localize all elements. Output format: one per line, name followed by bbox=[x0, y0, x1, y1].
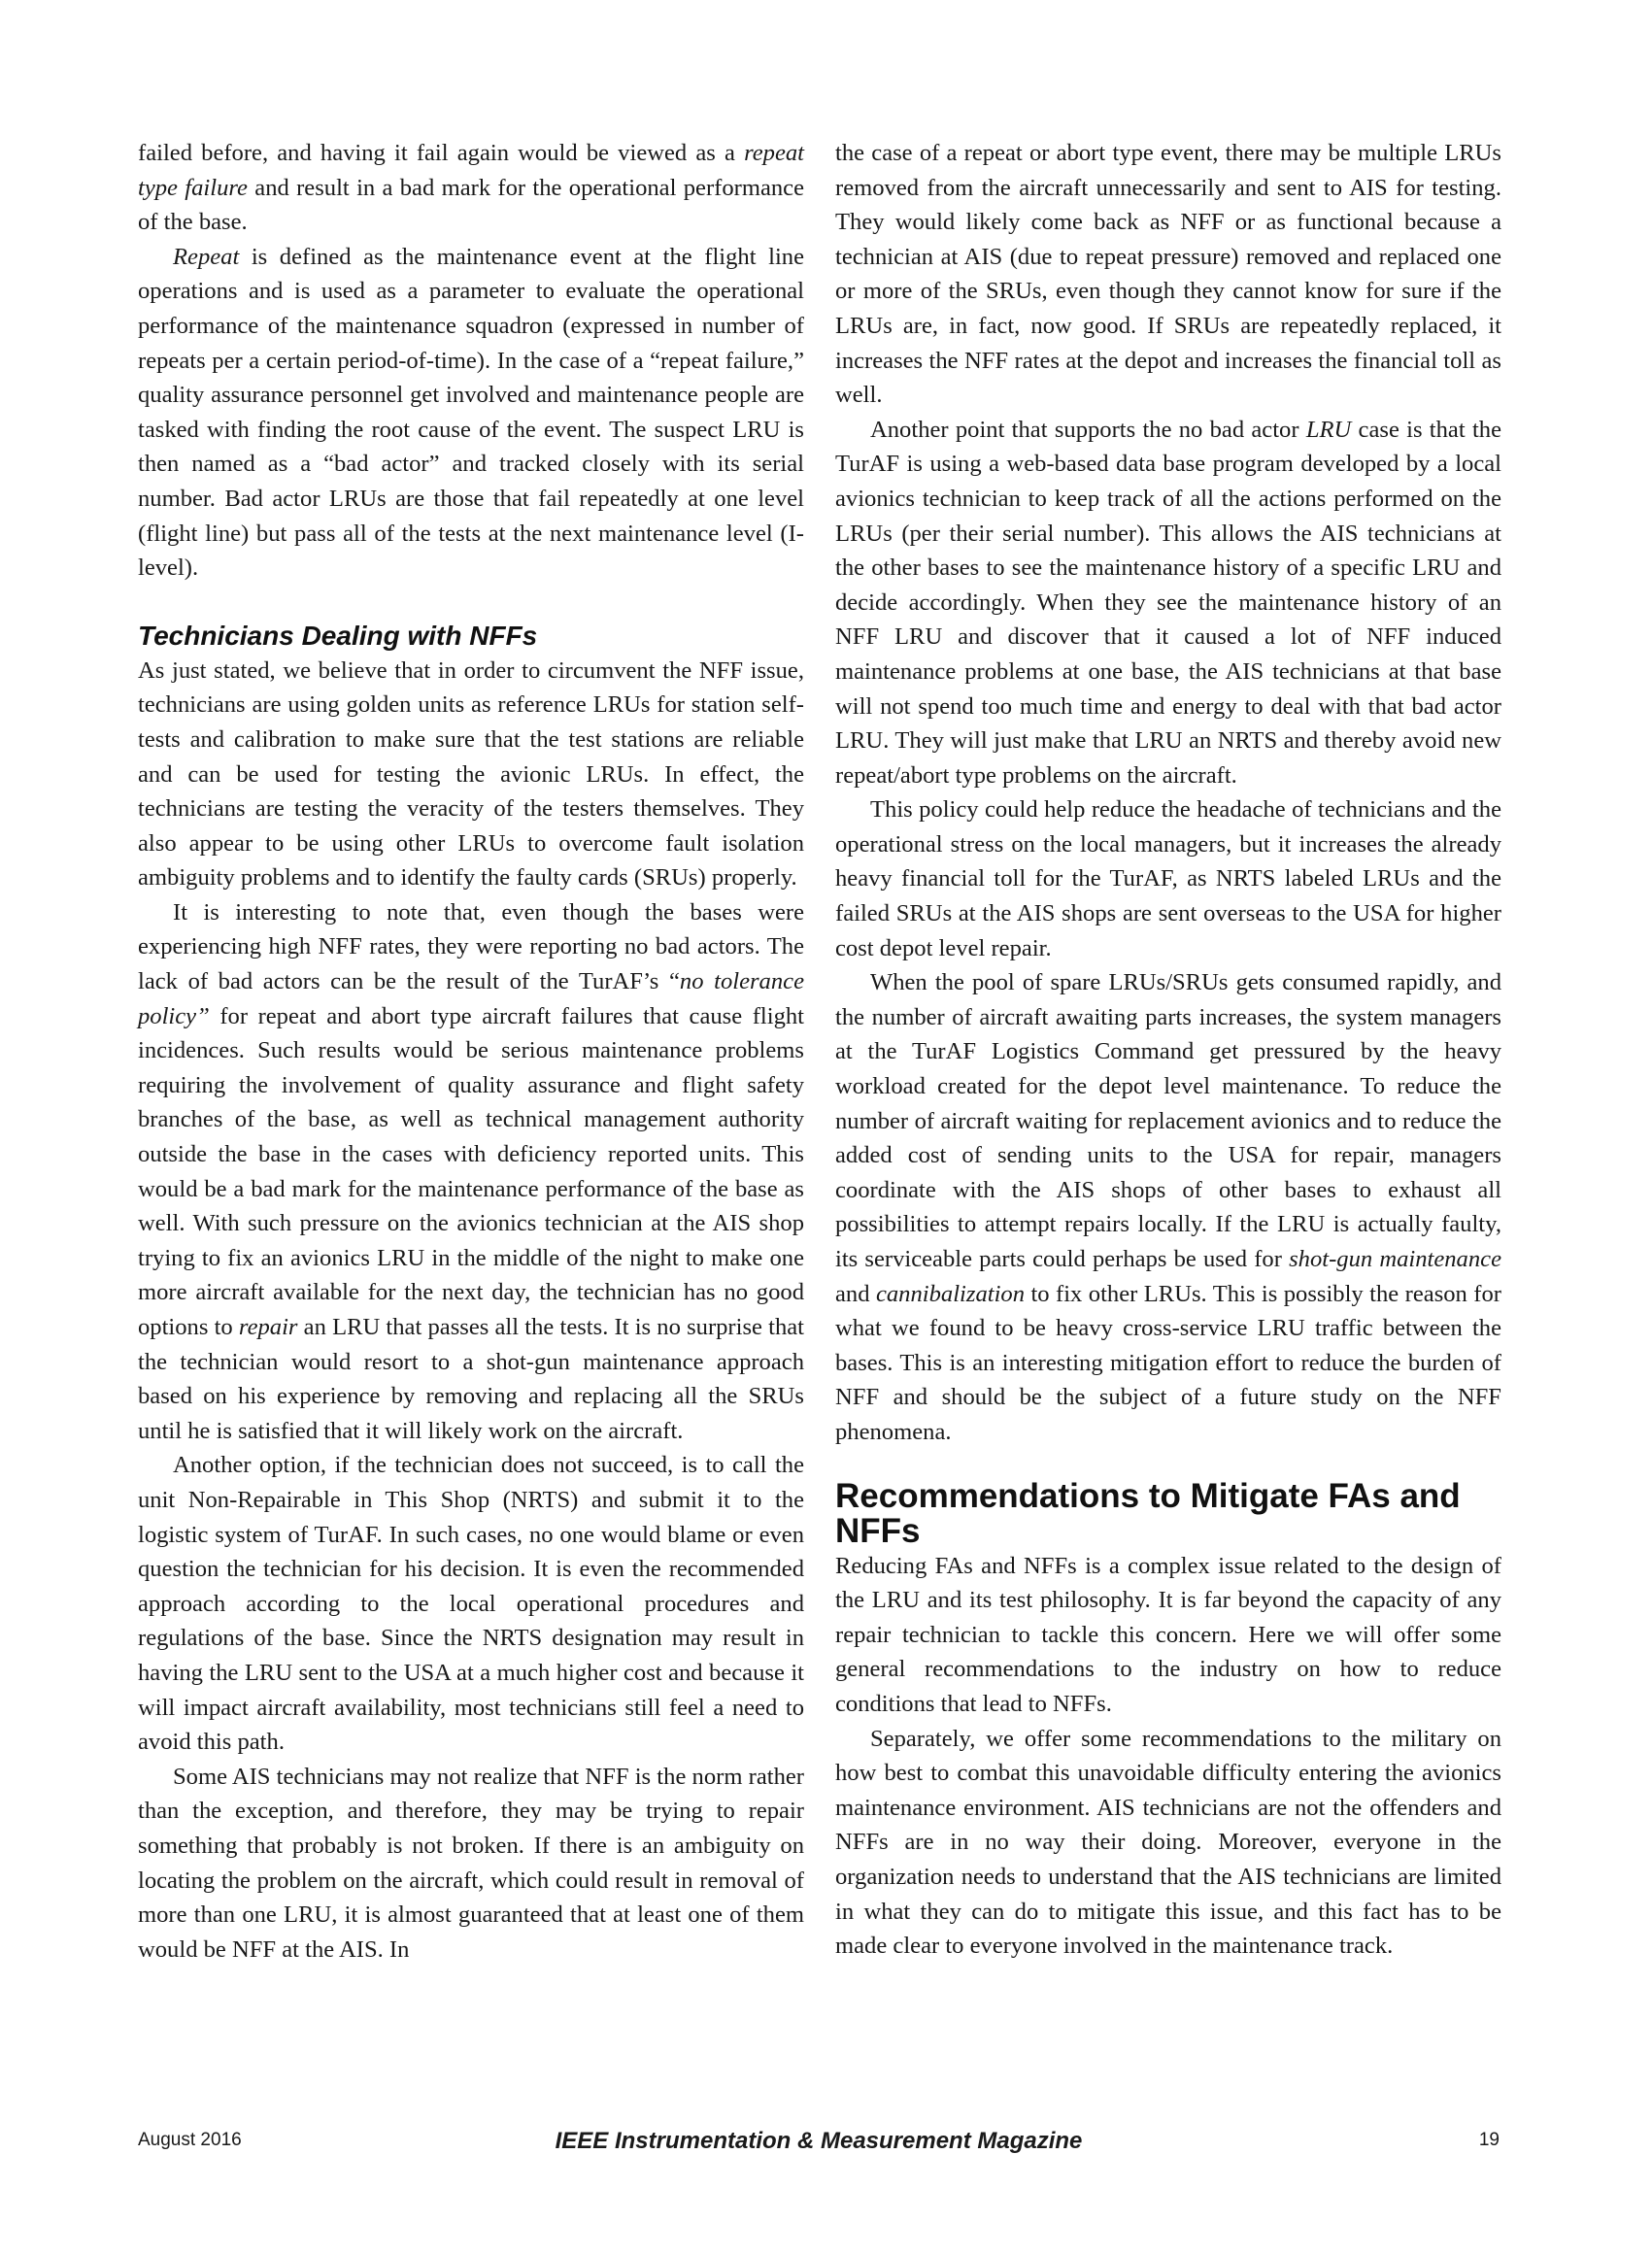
paragraph: Another point that supports the no bad actor LRU case is that the TurAF is using a web-based data base program developed by a local avionics technician to keep track of all the actions performed on the LRUs (per their serial number). This allows the AIS technicians at the other bases to see the maintenance history of a specific LRU and decide accordingly. When they see the maintenance history of an NFF LRU and discover that it caused a lot of NFF induced maintenance problems at one base, the AIS technicians at that base will not spend too much time and energy to deal with that bad actor LRU. They will just make that LRU an NRTS and thereby avoid new repeat/abort type problems on the aircraft. bbox=[835, 416, 1501, 789]
paragraph: When the pool of spare LRUs/SRUs gets consumed rapidly, and the number of aircraft awaiting parts increases, the system managers at the TurAF Logistics Command get pressured by the heavy workload created for the depot level maintenance. To reduce the number of aircraft waiting for replacement avionics and to reduce the added cost of sending units to the USA for repair, managers coordinate with the AIS shops of other bases to exhaust all possibilities to attempt repairs locally. If the LRU is actually faulty, its serviceable parts could perhaps be used for shot-gun maintenance and cannibalization to fix other LRUs. This is possibly the reason for what we found to be heavy cross-service LRU traffic between the bases. This is an interesting mitigation effort to reduce the burden of NFF and should be the subject of a future study on the NFF phenomena. bbox=[835, 969, 1501, 1445]
paragraph: the case of a repeat or abort type event, there may be multiple LRUs removed from the aircraft unnecessarily and sent to AIS for testing. They would likely come back as NFF or as functional because a technician at AIS (due to repeat pressure) removed and replaced one or more of the SRUs, even though they cannot know for sure if the LRUs are, in fact, now good. If SRUs are repeatedly replaced, it increases the NFF rates at the depot and increases the financial toll as well. bbox=[835, 140, 1501, 409]
right-column bbox=[835, 136, 1501, 1964]
subsection-heading: Technicians Dealing with NFFs bbox=[138, 620, 538, 651]
page-footer bbox=[138, 2128, 1500, 2157]
footer-magazine-title: IEEE Instrumentation & Measurement Magazine bbox=[555, 2128, 1083, 2154]
footer-date: August 2016 bbox=[138, 2130, 242, 2150]
page-number: 19 bbox=[1478, 2130, 1500, 2150]
paragraph: Repeat is defined as the maintenance event at the flight line operations and is used as a parameter to evaluate the operational performance of the maintenance squadron (expressed in number of repeats per a certain period-of-time). In the case of a “repeat failure,” quality assurance personnel get involved and maintenance people are tasked with finding the root cause of the event. The suspect LRU is then named as a “bad actor” and tracked closely with its serial number. Bad actor LRUs are those that fail repeatedly at one level (flight line) but pass all of the tests at the next maintenance level (I-level). bbox=[138, 243, 804, 582]
paragraph: This policy could help reduce the headache of technicians and the operational stress on the local managers, but it increases the already heavy financial toll for the TurAF, as NRTS labeled LRUs and the failed SRUs at the AIS shops are sent overseas to the USA for higher cost depot level repair. bbox=[835, 796, 1501, 961]
paragraph: Another option, if the technician does not succeed, is to call the unit Non-Repairable in This Shop (NRTS) and submit it to the logistic system of TurAF. In such cases, no one would blame or even question the technician for his decision. It is even the recommended approach according to the local operational procedures and regulations of the base. Since the NRTS designation may result in having the LRU sent to the USA at a much higher cost and because it will impact aircraft availability, most technicians still feel a need to avoid this path. bbox=[138, 1452, 804, 1756]
paragraph: It is interesting to note that, even though the bases were experiencing high NFF rates, they were reporting no bad actors. The lack of bad actors can be the result of the TurAF’s “no tolerance policy” for repeat and abort type aircraft failures that cause flight incidences. Such results would be serious maintenance problems requiring the involvement of quality assurance and flight safety branches of the base, as well as technical management authority outside the base in the cases with deficiency reported units. This would be a bad mark for the maintenance performance of the base as well. With such pressure on the avionics technician at the AIS shop trying to fix an avionics LRU in the middle of the night to make one more aircraft available for the next day, the technician has no good options to repair an LRU that passes all the tests. It is no surprise that the technician would resort to a shot-gun maintenance approach based on his experience by removing and replacing all the SRUs until he is satisfied that it will likely work on the aircraft. bbox=[138, 898, 804, 1444]
section-heading: Recommendations to Mitigate FAs and NFFs bbox=[835, 1476, 1461, 1550]
paragraph: Some AIS technicians may not realize that NFF is the norm rather than the exception, and therefore, they may be trying to repair something that probably is not broken. If there is an ambiguity on locating the problem on the aircraft, which could result in removal of more than one LRU, it is almost guaranteed that at least one of them would be NFF at the AIS. In bbox=[138, 1763, 804, 1963]
left-column bbox=[138, 136, 804, 1967]
paragraph: As just stated, we believe that in order to circumvent the NFF issue, technicians are using golden units as reference LRUs for station self-tests and calibration to make sure that the test stations are reliable and can be used for testing the avionic LRUs. In effect, the technicians are testing the veracity of the testers themselves. They also appear to be using other LRUs to overcome fault isolation ambiguity problems and to identify the faulty cards (SRUs) properly. bbox=[138, 656, 804, 892]
paragraph: Separately, we offer some recommendations to the military on how best to combat this unavoidable difficulty entering the avionics maintenance environment. AIS technicians are not the offenders and NFFs are in no way their doing. Moreover, everyone in the organization needs to understand that the AIS technicians are limited in what they can do to mitigate this issue, and this fact has to be made clear to everyone involved in the maintenance track. bbox=[835, 1725, 1501, 1960]
paragraph: Reducing FAs and NFFs is a complex issue related to the design of the LRU and its test philosophy. It is far beyond the capacity of any repair technician to tackle this concern. Here we will offer some general recommendations to the industry on how to reduce conditions that lead to NFFs. bbox=[835, 1552, 1501, 1717]
paragraph: failed before, and having it fail again would be viewed as a repeat type failure and result in a bad mark for the operational performance of the base. bbox=[138, 140, 804, 236]
